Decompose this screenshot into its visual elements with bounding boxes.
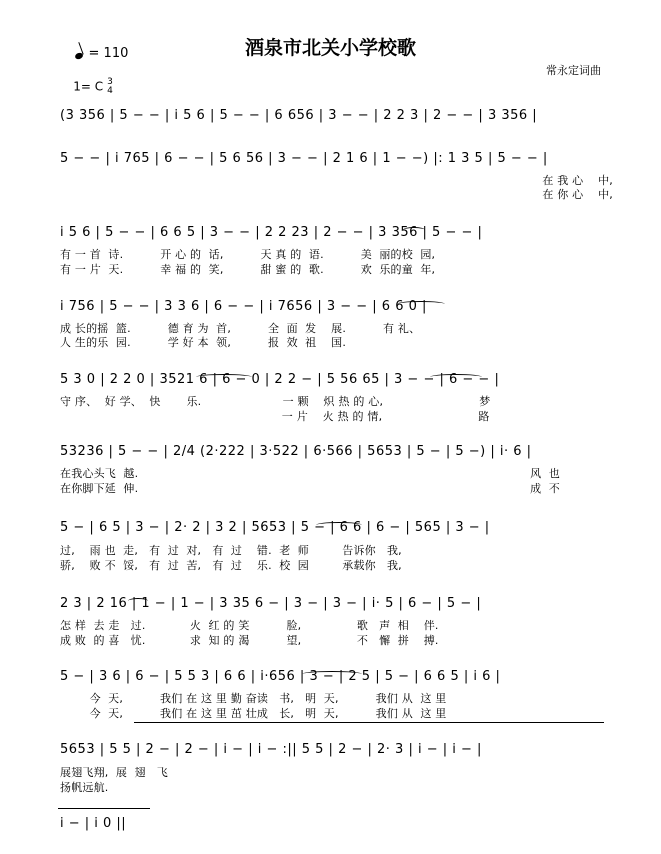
- lyric-line-4-verse-2: 人 生的乐 园. 学 好 本 领, 报 效 祖 国.: [60, 336, 347, 349]
- lyric-line-5-verse-2: 一 片 火 热 的 情, 路: [60, 410, 490, 423]
- staff-line-6: 53236 | 5 − − | 2/4 (2·222 | 3·522 | 6·566 | 5653 | 5 − | 5 −) | i· 6 |: [60, 444, 532, 459]
- key-value: 1= C: [73, 79, 104, 94]
- composer-credit: 常永定词曲: [546, 64, 601, 77]
- staff-line-10: 5653 | 5 5 | 2 − | 2 − | i − | i − :|| 5 5 | 2 − | 2· 3 | i − | i − |: [60, 742, 482, 757]
- coda-bracket-line: [58, 808, 150, 809]
- slur-arc: [430, 374, 482, 380]
- lyric-line-4-verse-1: 成 长的摇 篮. 德 育 为 首, 全 面 发 展. 有 礼、: [60, 322, 421, 335]
- lyric-line-9-verse-1: 今 天, 我们 在 这 里 勤 奋读 书, 明 天, 我们 从 这 里: [60, 692, 447, 705]
- lyric-line-3-verse-2: 有 一 片 天. 幸 福 的 笑, 甜 蜜 的 歌. 欢 乐的童 年,: [60, 263, 436, 276]
- staff-line-8: 2 3 | 2 16 | 1 − | 1 − | 3 35 6 − | 3 − | 3 − | i· 5 | 6 − | 5 − |: [60, 596, 482, 611]
- slur-arc: [302, 671, 362, 677]
- staff-line-3: i 5 6 | 5 − − | 6 6 5 | 3 − − | 2 2 23 | 2 − − | 3 356 | 5 − − |: [60, 225, 483, 240]
- key-signature: [58, 64, 113, 110]
- lyric-line-2-verse-1: 在 我 心 中,: [542, 174, 613, 187]
- time-signature: [107, 78, 113, 96]
- lyric-line-2-verse-2: 在 你 心 中,: [542, 188, 613, 201]
- slur-arc: [128, 598, 148, 604]
- slur-arc: [196, 374, 252, 380]
- staff-line-1: (3 356 | 5 − − | i 5 6 | 5 − − | 6 656 | 3 − − | 2 2 3 | 2 − − | 3 356 |: [60, 108, 538, 123]
- lyric-line-3-verse-1: 有 一 首 诗. 开 心 的 话, 天 真 的 语. 美 丽的校 园,: [60, 248, 436, 261]
- slur-arc: [403, 227, 425, 233]
- lyric-line-10-verse-2: 扬帆远航.: [60, 781, 109, 794]
- lyric-line-6-verse-1: 在我心头飞 越. 风 也: [60, 467, 560, 480]
- time-sig-top: 3: [107, 77, 113, 87]
- lyric-line-10-verse-1: 展翅飞翔, 展 翅 飞: [60, 766, 168, 779]
- lyric-line-8-verse-2: 成 败 的 喜 忧. 求 知 的 渴 望, 不 懈 拼 搏.: [60, 634, 439, 647]
- staff-line-9: 5 − | 3 6 | 6 − | 5 5 3 | 6 6 | i·656 | 3 − | 2 5 | 5 − | 6 6 5 | i 6 |: [60, 669, 501, 684]
- slur-arc: [397, 301, 445, 307]
- staff-line-7: 5 − | 6 5 | 3 − | 2· 2 | 3 2 | 5653 | 5 − | 6 6 | 6 − | 565 | 3 − |: [60, 520, 490, 535]
- staff-line-5: 5 3 0 | 2 2 0 | 3521 6 | 6 − 0 | 2 2 − | 5 56 65 | 3 − − | 6 − − |: [60, 372, 500, 387]
- lyric-line-7-verse-2: 骄, 败 不 馁, 有 过 苦, 有 过 乐. 校 园 承载你 我,: [60, 559, 402, 572]
- lyric-line-9-verse-2: 今 天, 我们 在 这 里 茁 壮成 长, 明 天, 我们 从 这 里: [60, 707, 447, 720]
- staff-line-11: i − | i 0 ||: [60, 816, 127, 831]
- slur-arc: [316, 522, 362, 528]
- lyric-line-5-verse-1: 守 序、 好 学、 快 乐. 一 颗 炽 热 的 心, 梦: [60, 395, 491, 408]
- song-title: 酒泉市北关小学校歌: [244, 37, 416, 59]
- tempo-value: = 110: [88, 46, 129, 61]
- lyric-line-8-verse-1: 怎 样 去 走 过. 火 红 的 笑 脸, 歌 声 相 伴.: [60, 619, 439, 632]
- volta-bracket-line: [134, 722, 604, 723]
- time-sig-bottom: 4: [107, 86, 113, 96]
- staff-line-4: i 756 | 5 − − | 3 3 6 | 6 − − | i 7656 | 3 − − | 6 6 0 |: [60, 299, 427, 314]
- lyric-line-7-verse-1: 过, 雨 也 走, 有 过 对, 有 过 错. 老 师 告诉你 我,: [60, 544, 402, 557]
- staff-line-2: 5 − − | i 765 | 6 − − | 5 6 56 | 3 − − | 2 1 6 | 1 − −) |: 1 3 5 | 5 − − |: [60, 151, 548, 166]
- lyric-line-6-verse-2: 在你脚下延 伸. 成 不: [60, 482, 560, 495]
